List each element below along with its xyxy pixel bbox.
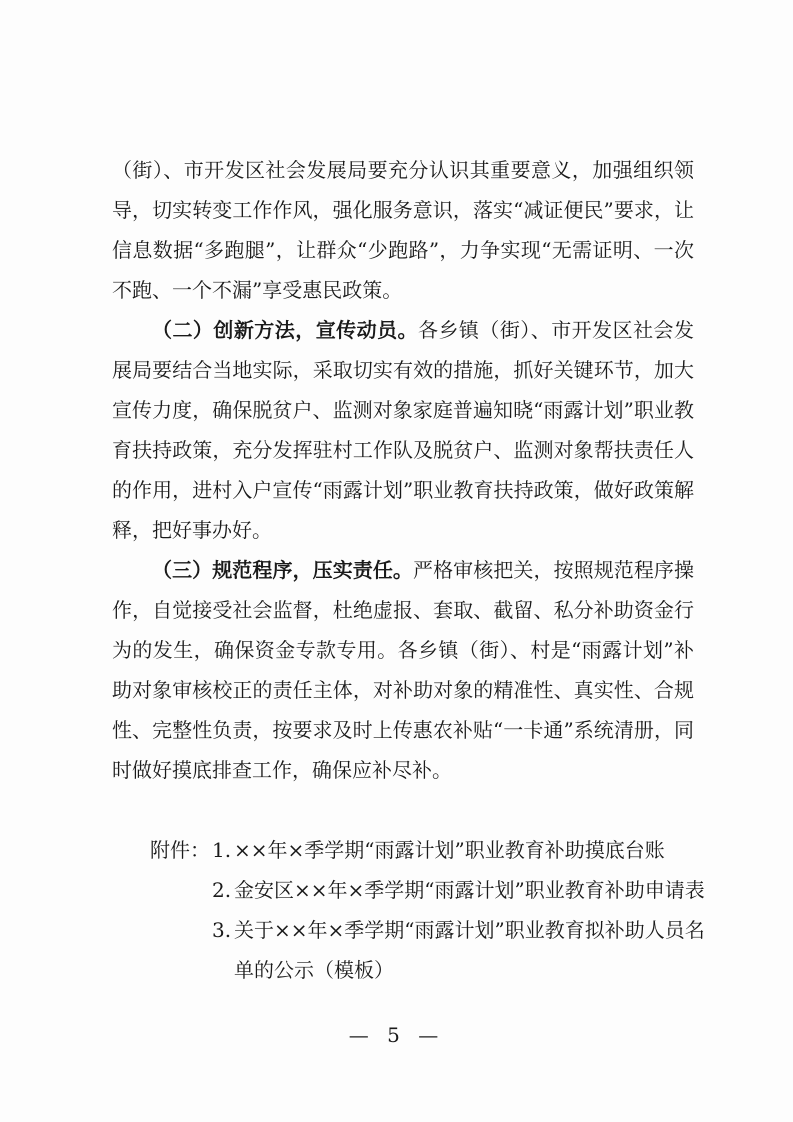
page-number: — 5 —	[348, 1023, 445, 1047]
attachments-label: 附件：	[150, 838, 210, 862]
paragraph-2	[112, 310, 694, 550]
attachment-number: 3.	[212, 918, 232, 942]
attachment-title: ××年×季学期“雨露计划”职业教育补助摸底台账	[234, 838, 665, 862]
paragraph-2-text: 各乡镇（街）、市开发区社会发展局要结合当地实际，采取切实有效的措施，抓好关键环节，加大宣传力度，确保脱贫户、监测对象家庭普遍知晓“雨露计划”职业教育扶持政策，充分发挥驻村工作队及脱贫户、监测对象帮扶责任人的作用，进村入户宣传“雨露计划”职业教育扶持政策，做好政策解释，把好事办好。	[112, 318, 694, 542]
paragraph-3	[112, 550, 694, 790]
attachment-item-3	[150, 910, 710, 990]
attachments-list	[150, 830, 710, 990]
attachment-item-1	[150, 830, 710, 870]
body-text	[112, 150, 694, 790]
paragraph-3-heading: （三）规范程序，压实责任。	[152, 558, 413, 582]
paragraph-1-text: （街）、市开发区社会发展局要充分认识其重要意义，加强组织领导，切实转变工作作风，强化服务意识，落实“减证便民”要求，让信息数据“多跑腿”，让群众“少跑路”，力争实现“无需证明、一次不跑、一个不漏”享受惠民政策。	[112, 158, 694, 302]
attachment-item-2	[150, 870, 710, 910]
attachment-title: 金安区××年×季学期“雨露计划”职业教育补助申请表	[234, 878, 705, 902]
attachment-number: 1.	[212, 838, 232, 862]
attachment-number: 2.	[212, 878, 232, 902]
paragraph-1	[112, 150, 694, 310]
paragraph-2-heading: （二）创新方法，宣传动员。	[152, 318, 418, 342]
attachment-title: 关于××年×季学期“雨露计划”职业教育拟补助人员名单的公示（模板）	[234, 918, 705, 982]
paragraph-3-text: 严格审核把关，按照规范程序操作，自觉接受社会监督，杜绝虚报、套取、截留、私分补助资金行为的发生，确保资金专款专用。各乡镇（街）、村是“雨露计划”补助对象审核校正的责任主体，对补助对象的精准性、真实性、合规性、完整性负责，按要求及时上传惠农补贴“一卡通”系统清册，同时做好摸底排查工作，确保应补尽补。	[112, 558, 694, 782]
